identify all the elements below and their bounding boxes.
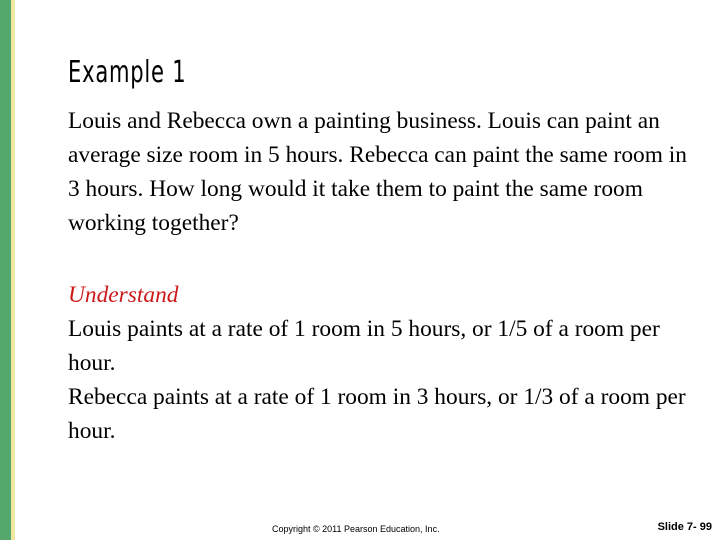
slide-title: Example 1 — [68, 55, 187, 90]
left-accent-stripe — [11, 0, 15, 540]
problem-statement: Louis and Rebecca own a painting business. Louis can paint an average size room in 5 hours. Rebecca can paint the same room in 3 hours. How long would it take them to paint the same room working together? — [68, 108, 687, 236]
section-line: Louis paints at a rate of 1 room in 5 hours, or 1/5 of a room per hour. — [68, 316, 660, 376]
slide-number: Slide 7- 99 — [657, 521, 712, 533]
section-line: Rebecca paints at a rate of 1 room in 3 hours, or 1/3 of a room per hour. — [68, 384, 686, 444]
understand-section — [68, 278, 698, 448]
left-accent-bar — [0, 0, 11, 540]
section-heading: Understand — [68, 282, 179, 308]
copyright-notice: Copyright © 2011 Pearson Education, Inc. — [272, 524, 440, 534]
